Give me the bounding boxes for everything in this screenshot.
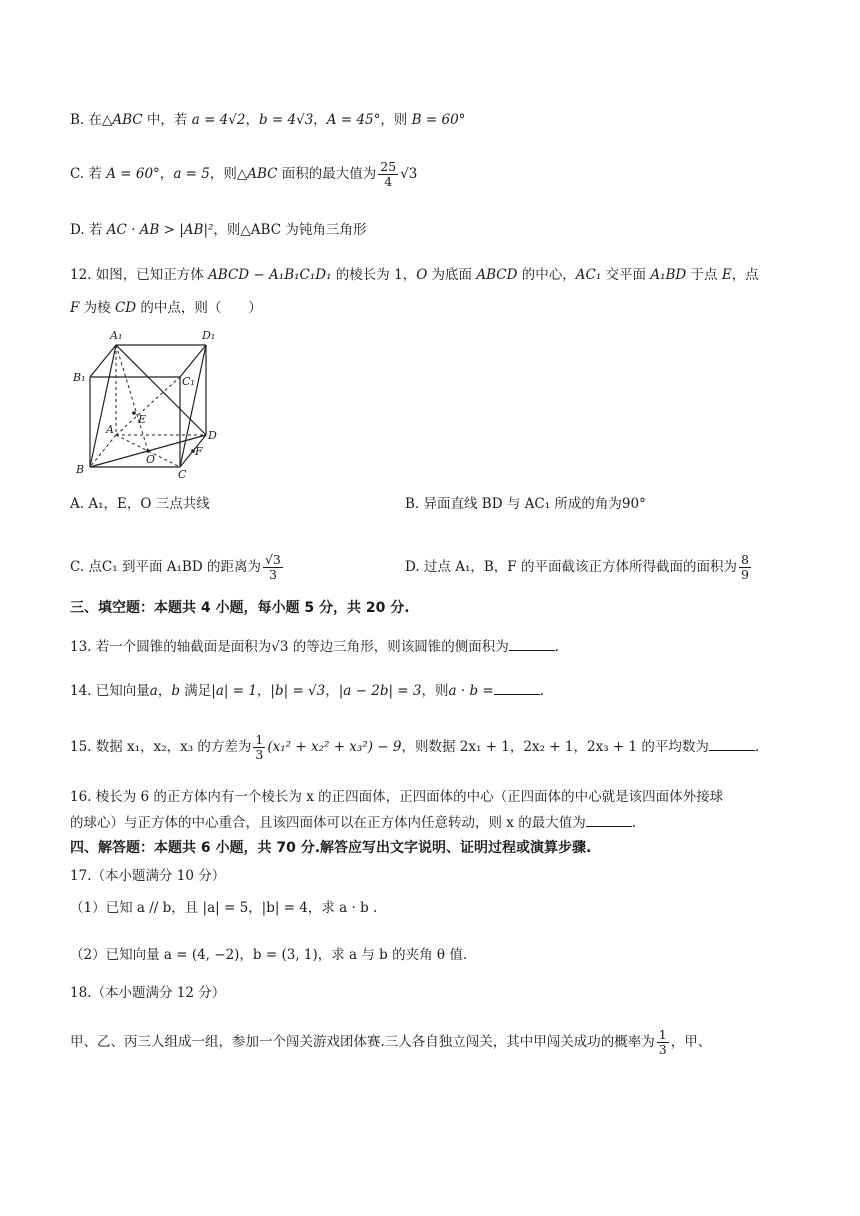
q11-option-b: B. 在△ABC 中，若 a = 4√2，b = 4√3，A = 45°，则 B = 60°: [70, 112, 466, 128]
q17-part1: （1）已知 a // b，且 |a| = 5，|b| = 4，求 a · b .: [70, 900, 378, 916]
q16-line2: 的球心）与正方体的中心重合，且该四面体可以在正方体内任意转动，则 x 的最大值为 .: [70, 812, 636, 833]
q13: 13. 若一个圆锥的轴截面是面积为√3 的等边三角形，则该圆锥的侧面积为 .: [70, 636, 559, 657]
label-c: C: [178, 468, 187, 480]
label-a: A: [106, 423, 114, 436]
label-c1: C₁: [182, 375, 195, 388]
q16-line1: 16. 棱长为 6 的正方体内有一个棱长为 x 的正四面体，正四面体的中心（正四面体的中心就是该四面体外接球: [70, 789, 724, 805]
label-b: B: [76, 463, 85, 476]
answer-blank: [709, 736, 755, 751]
label-d1: D₁: [202, 329, 216, 342]
section-3-heading: 三、填空题：本题共 4 小题，每小题 5 分，共 20 分.: [70, 600, 410, 616]
q18-text: 甲、乙、丙三人组成一组，参加一个闯关游戏团体赛.三人各自独立闯关，其中甲闯关成功的概率为 $\frac{1}{3}$ ，甲、: [70, 1027, 712, 1057]
label-e: E: [138, 413, 147, 426]
q12-stem-line2: F 为棱 CD 的中点，则（ ）: [70, 300, 262, 316]
answer-blank: [494, 680, 540, 695]
q17-heading: 17.（本小题满分 10 分）: [70, 868, 226, 884]
q12-option-a: A. A₁，E，O 三点共线: [70, 496, 210, 512]
q11-option-c: C. 若 A = 60°，a = 5，则△ABC 面积的最大值为 $\frac{25}{4}$ √3: [70, 159, 418, 189]
answer-blank: [586, 812, 632, 827]
q18-heading: 18.（本小题满分 12 分）: [70, 985, 226, 1001]
fraction-25-4: $\frac{25}{4}$: [380, 159, 397, 189]
q11-option-d: D. 若 AC · AB > |AB|²，则△ABC 为钝角三角形: [70, 222, 367, 238]
q17-part2: （2）已知向量 a = (4, −2)，b = (3, 1)，求 a 与 b 的夹角 θ 值.: [70, 947, 468, 963]
label-f: F: [195, 445, 203, 458]
q12-stem-line1: 12. 如图，已知正方体 ABCD − A₁B₁C₁D₁ 的棱长为 1，O 为底面 ABCD 的中心，AC₁ 交平面 A₁BD 于点 E，点: [70, 267, 759, 283]
label-b1: B₁: [73, 371, 86, 384]
cube-figure: [70, 325, 230, 480]
label-d: D: [208, 429, 217, 442]
answer-blank: [509, 636, 555, 651]
q14: 14. 已知向量a，b 满足|a| = 1，|b| = √3，|a − 2b| = 3，则a · b = .: [70, 680, 544, 701]
q15: 15. 数据 x₁，x₂，x₃ 的方差为 $\frac{1}{3}$ (x₁² + x₂² + x₃²) − 9，则数据 2x₁ + 1，2x₂ + 1，2x₃ + 1 的平均数为 .: [70, 732, 760, 762]
q12-option-c: C. 点C₁ 到平面 A₁BD 的距离为 $\frac{√3}{3}$: [70, 552, 281, 582]
label-o: O: [146, 453, 156, 466]
label-a1: A₁: [110, 329, 123, 342]
q12-option-d: D. 过点 A₁，B，F 的平面截该正方体所得截面的面积为 $\frac{8}{9}$: [405, 552, 749, 582]
section-4-heading: 四、解答题：本题共 6 小题，共 70 分.解答应写出文字说明、证明过程或演算步骤.: [70, 840, 592, 856]
q12-option-b: B. 异面直线 BD 与 AC₁ 所成的角为90°: [405, 496, 646, 512]
